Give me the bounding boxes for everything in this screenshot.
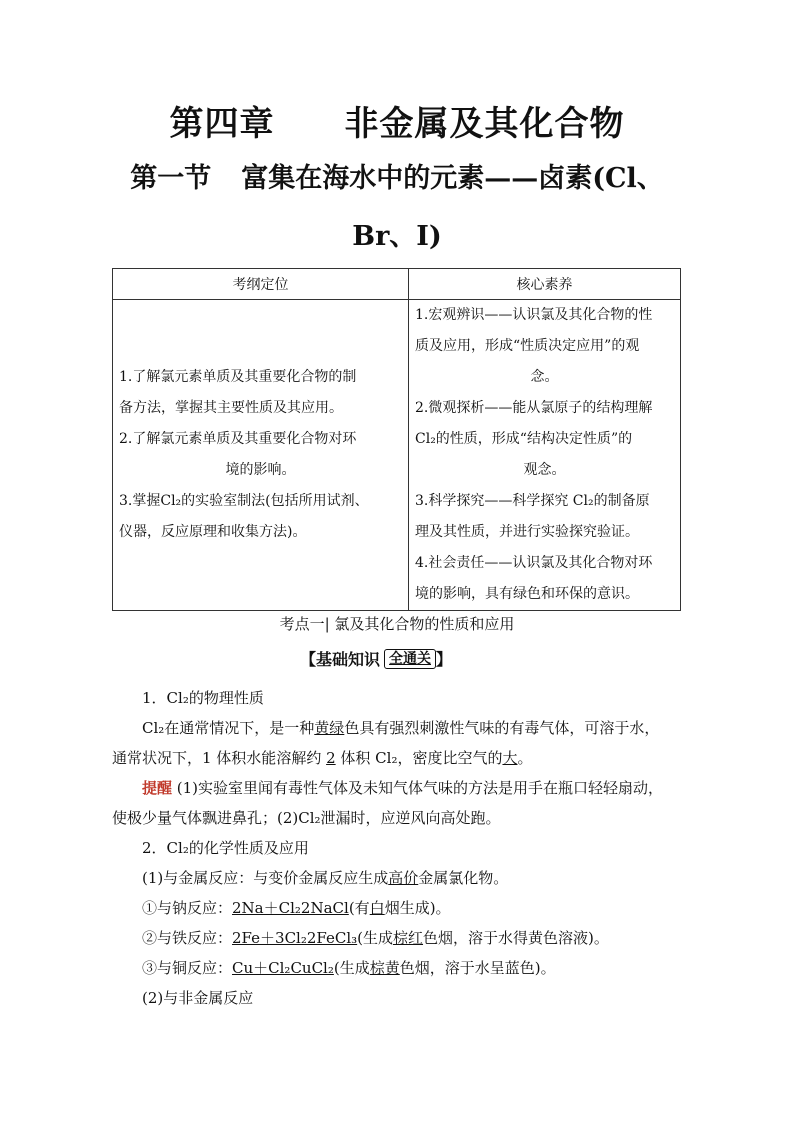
text: 体积 Cl₂，密度比空气的 <box>335 749 503 767</box>
text: (有 <box>348 899 370 917</box>
section-name-line1: 富集在海水中的元素——卤素(Cl、 <box>241 163 664 194</box>
chapter-title <box>0 96 794 145</box>
text: Cl₂在通常情况下，是一种 <box>142 719 315 737</box>
s2-metal <box>112 863 686 893</box>
table-header-left: 考纲定位 <box>113 269 409 300</box>
text: (1)与金属反应：与变价金属反应生成 <box>142 869 389 887</box>
content-body <box>112 683 686 1013</box>
goal-line: 2.了解氯元素单质及其重要化合物对环 <box>119 431 357 447</box>
literacy-line: 3.科学探究——科学探究 Cl₂的制备原 <box>415 493 650 509</box>
literacy-line: 2.微观探析——能从氯原子的结构理解 <box>415 400 653 416</box>
table-cell-core-literacy <box>409 300 681 611</box>
text: ③与铜反应： <box>142 959 233 977</box>
literacy-line: 观念。 <box>523 462 566 478</box>
text: 通常状况下，1 体积水能溶解约 <box>112 749 327 767</box>
text: 金属氯化物。 <box>418 869 509 887</box>
literacy-line: 境的影响，具有绿色和环保的意识。 <box>415 586 639 602</box>
text: ②与铁反应： <box>142 929 233 947</box>
goal-line: 1.了解氯元素单质及其重要化合物的制 <box>119 369 357 385</box>
table-header-right: 核心素养 <box>409 269 681 300</box>
answer-underline: 棕黄 <box>369 959 400 977</box>
table-cell-exam-goals <box>113 300 409 611</box>
s1-title: 1．Cl₂的物理性质 <box>142 689 264 707</box>
answer-underline: 白 <box>369 899 385 917</box>
text: 色烟，溶于水得黄色溶液)。 <box>423 929 609 947</box>
text: 烟生成)。 <box>384 899 451 917</box>
goal-line: 仪器，反应原理和收集方法)。 <box>119 524 307 540</box>
section-number: 第一节 <box>130 163 212 194</box>
answer-underline: 高价 <box>388 869 419 887</box>
banner-badge: 全通关 <box>384 649 436 669</box>
goal-line: 境的影响。 <box>225 462 296 478</box>
banner-right: 】 <box>436 650 453 669</box>
goals-table <box>112 268 681 611</box>
text: (生成 <box>357 929 394 947</box>
s2-nonmetal: (2)与非金属反应 <box>142 989 254 1007</box>
text: 色具有强烈刺激性气味的有毒气体，可溶于水， <box>344 719 660 737</box>
banner-left: 【基础知识 <box>300 650 381 669</box>
goal-line: 备方法，掌握其主要性质及其应用。 <box>119 400 343 416</box>
s2-cu <box>112 953 686 983</box>
literacy-line: 质及应用，形成“性质决定应用”的观 <box>415 338 640 354</box>
section-title <box>0 156 794 195</box>
s2-title: 2．Cl₂的化学性质及应用 <box>142 839 309 857</box>
equation: 2Fe＋3Cl₂2FeCl₃ <box>232 929 358 947</box>
tip-line2: 使极少量气体飘进鼻孔；(2)Cl₂泄漏时，应逆风向高处跑。 <box>112 809 501 827</box>
equation: 2Na＋Cl₂2NaCl <box>232 899 349 917</box>
text: ①与钠反应： <box>142 899 233 917</box>
section-banner <box>300 647 452 670</box>
literacy-line: 1.宏观辨识——认识氯及其化合物的性 <box>415 307 653 323</box>
equation: Cu＋Cl₂CuCl₂ <box>232 959 334 977</box>
tip-line1 <box>112 773 686 803</box>
literacy-line: 理及其性质，并进行实验探究验证。 <box>415 524 639 540</box>
answer-underline: 大 <box>502 749 518 767</box>
s1-line2 <box>112 743 686 773</box>
chapter-number: 第四章 <box>169 104 275 144</box>
kaodian-heading: 考点一| 氯及其化合物的性质和应用 <box>279 615 515 633</box>
answer-underline: 2 <box>326 749 336 767</box>
chapter-name: 非金属及其化合物 <box>344 104 625 144</box>
answer-underline: 棕红 <box>393 929 424 947</box>
text: 。 <box>517 749 533 767</box>
tip-label: 提醒 <box>142 779 173 797</box>
s1-line1 <box>112 713 686 743</box>
literacy-line: 念。 <box>530 369 559 385</box>
s2-na <box>112 893 686 923</box>
answer-underline: 黄绿 <box>314 719 345 737</box>
s2-fe <box>112 923 686 953</box>
section-title-line2: Br、I) <box>352 221 442 252</box>
text: (1)实验室里闻有毒性气体及未知气体气味的方法是用手在瓶口轻轻扇动， <box>172 779 664 797</box>
literacy-line: 4.社会责任——认识氯及其化合物对环 <box>415 555 653 571</box>
goal-line: 3.掌握Cl₂的实验室制法(包括所用试剂、 <box>119 493 369 509</box>
literacy-line: Cl₂的性质，形成“结构决定性质”的 <box>415 431 633 447</box>
text: (生成 <box>333 959 370 977</box>
text: 色烟，溶于水呈蓝色)。 <box>399 959 556 977</box>
